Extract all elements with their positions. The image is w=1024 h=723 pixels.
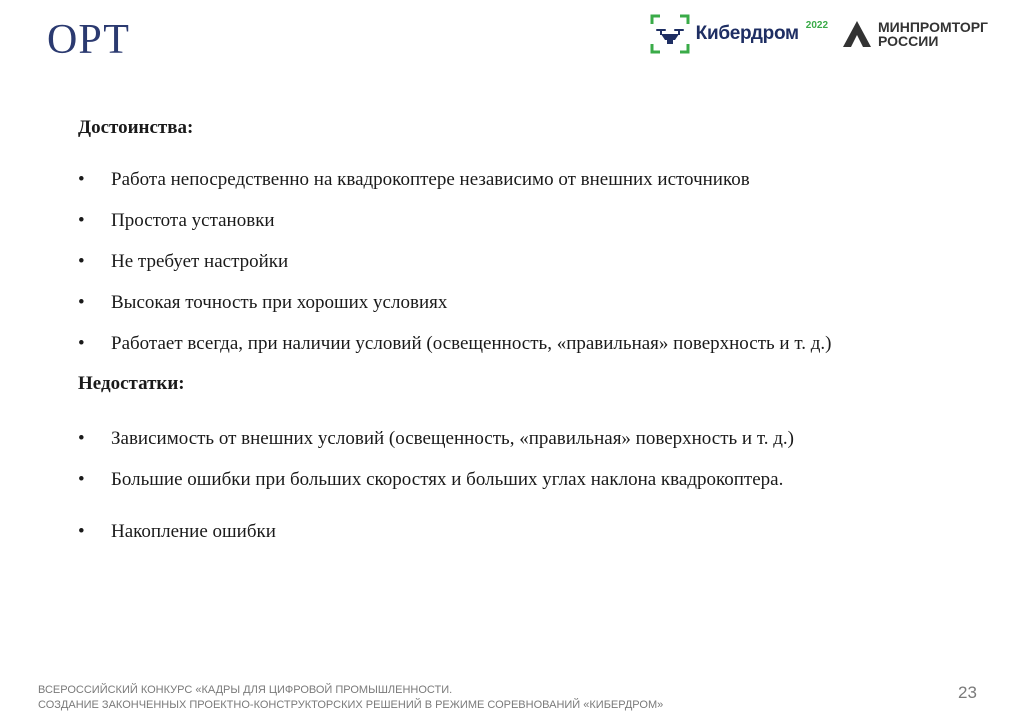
- bullet-icon: •: [78, 292, 85, 313]
- bullet-icon: •: [78, 469, 85, 490]
- bullet-icon: •: [78, 521, 85, 542]
- list-item: [78, 169, 750, 191]
- drone-icon: [650, 14, 690, 54]
- bullet-icon: •: [78, 251, 85, 272]
- list-item: [78, 210, 275, 232]
- minpromtorg-logo: [842, 20, 988, 48]
- list-item-text: Не требует настройки: [111, 251, 289, 272]
- disadvantages-heading: Недостатки:: [78, 373, 185, 394]
- list-item-text: Большие ошибки при больших скоростях и больших углах наклона квадрокоптера.: [111, 469, 784, 490]
- bullet-icon: •: [78, 333, 85, 354]
- list-item-text: Высокая точность при хороших условиях: [111, 292, 448, 313]
- list-item: [78, 428, 794, 450]
- bullet-icon: •: [78, 428, 85, 449]
- page-number: 23: [958, 683, 977, 702]
- triangle-emblem-icon: [842, 20, 872, 48]
- kiberdrom-logo: [650, 14, 828, 54]
- footer-caption: [38, 683, 663, 713]
- slide-title: ОРТ: [47, 17, 130, 63]
- list-item: [78, 333, 831, 355]
- bullet-icon: •: [78, 169, 85, 190]
- header-logos: [650, 14, 988, 54]
- list-item-text: Работа непосредственно на квадрокоптере независимо от внешних источников: [111, 169, 750, 190]
- kiberdrom-name: Кибердром: [695, 23, 799, 44]
- list-item: [78, 469, 783, 491]
- advantages-heading: Достоинства:: [78, 117, 194, 138]
- minpromtorg-line1: МИНПРОМТОРГ: [878, 19, 988, 35]
- list-item: [78, 251, 288, 273]
- list-item-text: Накопление ошибки: [111, 521, 276, 542]
- kiberdrom-year: 2022: [805, 19, 829, 31]
- list-item-text: Работает всегда, при наличии условий (освещенность, «правильная» поверхность и т. д.): [111, 333, 832, 354]
- list-item: [78, 521, 276, 543]
- footer-line1: ВСЕРОССИЙСКИЙ КОНКУРС «КАДРЫ ДЛЯ ЦИФРОВОЙ ПРОМЫШЛЕННОСТИ.: [38, 684, 453, 696]
- list-item-text: Простота установки: [111, 210, 275, 231]
- minpromtorg-line2: РОССИИ: [878, 33, 939, 49]
- bullet-icon: •: [78, 210, 85, 231]
- footer-line2: СОЗДАНИЕ ЗАКОНЧЕННЫХ ПРОЕКТНО-КОНСТРУКТОРСКИХ РЕШЕНИЙ В РЕЖИМЕ СОРЕВНОВАНИЙ «КИБЕРДРОМ»: [38, 699, 664, 711]
- list-item-text: Зависимость от внешних условий (освещенность, «правильная» поверхность и т. д.): [111, 428, 794, 449]
- list-item: [78, 292, 447, 314]
